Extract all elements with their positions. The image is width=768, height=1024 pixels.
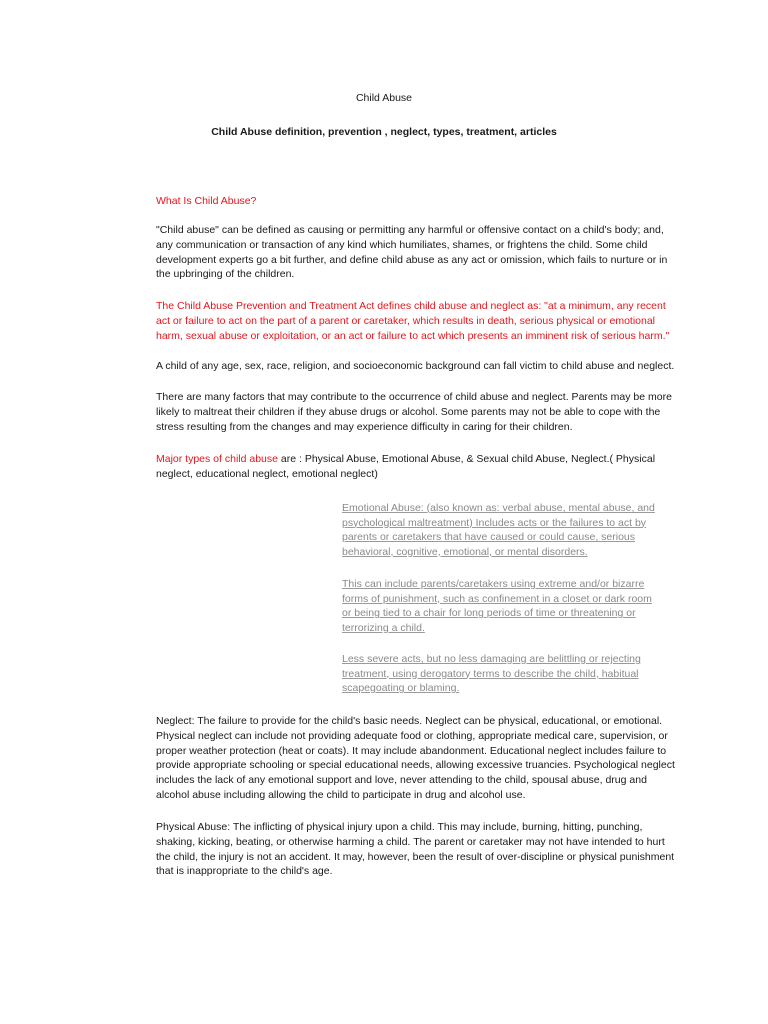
- paragraph-physical-abuse: Physical Abuse: The inflicting of physical injury upon a child. This may include, burning, hitting, punching, shaking, kicking, beating, or otherwise harming a child. The parent or caretaker may not have intended to hurt the child, the injury is not an accident. It may, however, been the result of over-discipline or physical punishment that is inappropriate to the child's age.: [156, 821, 675, 878]
- paragraph-factors: There are many factors that may contribute to the occurrence of child abuse and neglect. Parents may be more likely to maltreat their children if they abuse drugs or alcohol. Some parents may not be able to cope with the stress resulting from the changes and may experience difficulty in caring for their children.: [156, 391, 672, 433]
- emotional-abuse-definition: Emotional Abuse: (also known as: verbal abuse, mental abuse, and psychological maltreatment) Includes acts or the failures to act by parents or caretakers that have caused or could cause, serious behavioral, cognitive, emotional, or mental disorders.: [342, 502, 655, 558]
- paragraph-major-types: [156, 452, 676, 482]
- emotional-abuse-less-severe: Less severe acts, but no less damaging are belittling or rejecting treatment, using derogatory terms to describe the child, habitual scapegoating or blaming.: [342, 653, 641, 695]
- paragraph-neglect: Neglect: The failure to provide for the child's basic needs. Neglect can be physical, educational, or emotional. Physical neglect can include not providing adequate food or clothing, appropriate medical care, supervision, or proper weather protection (heat or coats). It may include abandonment. Educational neglect includes failure to provide appropriate schooling or special educational needs, allowing excessive truancies. Psychological neglect includes the lack of any emotional support and love, never attending to the child, spousal abuse, drug and alcohol abuse including allowing the child to participate in drug and alcohol use.: [156, 715, 675, 801]
- paragraph-act-definition: The Child Abuse Prevention and Treatment Act defines child abuse and neglect as: "at a minimum, any recent act or failure to act on the part of a parent or caretaker, which results in death, serious physical or emotional harm, sexual abuse or exploitation, or an act or failure to act which presents an imminent risk of serious harm.": [156, 300, 670, 342]
- document-subtitle: Child Abuse definition, prevention , neglect, types, treatment, articles: [211, 126, 557, 138]
- emotional-abuse-examples: This can include parents/caretakers using extreme and/or bizarre forms of punishment, such as confinement in a closet or dark room or being tied to a chair for long periods of time or threatening or terrorizing a child.: [342, 578, 652, 634]
- major-types-label: Major types of child abuse: [156, 453, 278, 465]
- heading-what-is-child-abuse: What Is Child Abuse?: [156, 195, 257, 207]
- paragraph-definition: "Child abuse" can be defined as causing or permitting any harmful or offensive contact on a child's body; and, any communication or transaction of any kind which humiliates, shames, or frightens the child. Some child development experts go a bit further, and define child abuse as any act or omission, which fails to nurture or in the upbringing of the children.: [156, 224, 668, 281]
- paragraph-victims: A child of any age, sex, race, religion, and socioeconomic background can fall victim to child abuse and neglect.: [156, 360, 675, 372]
- document-title: Child Abuse: [355, 92, 413, 104]
- major-types-text: are : Physical Abuse, Emotional Abuse, & Sexual child Abuse, Neglect.( Physical neglect, educational neglect, emotional neglect): [156, 453, 656, 480]
